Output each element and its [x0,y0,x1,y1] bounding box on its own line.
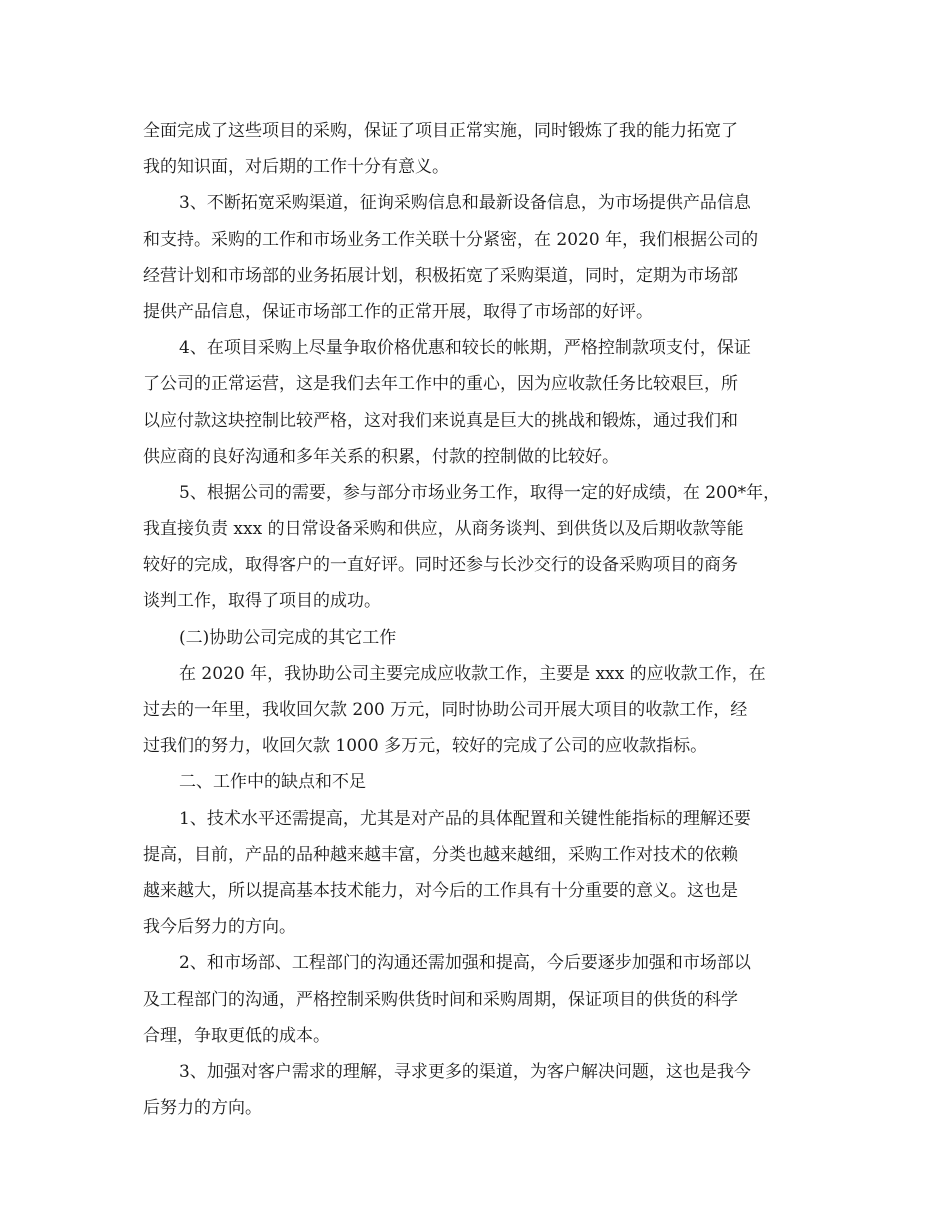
text-line-8: 了公司的正常运营，这是我们去年工作中的重心，因为应收款任务比较艰巨，所 [143,374,738,395]
text-line-16: 在 2020 年，我协助公司主要完成应收款工作，主要是 xxx 的应收款工作，在 [179,663,766,684]
text-line-5: 经营计划和市场部的业务拓展计划，积极拓宽了采购渠道，同时，定期为市场部 [143,265,738,286]
text-line-3: 3、不断拓宽采购渠道，征询采购信息和最新设备信息，为市场提供产品信息 [179,193,751,214]
text-line-1: 全面完成了这些项目的采购，保证了项目正常实施，同时锻炼了我的能力拓宽了 [143,121,738,141]
text-line-27: 3、加强对客户需求的理解，寻求更多的渠道，为客户解决问题，这也是我今 [179,1061,751,1082]
text-line-2: 我的知识面，对后期的工作十分有意义。 [143,157,449,178]
text-line-22: 越来越大，所以提高基本技术能力，对今后的工作具有十分重要的意义。这也是 [143,880,738,901]
text-line-7: 4、在项目采购上尽量争取价格优惠和较长的帐期，严格控制款项支付，保证 [179,338,751,359]
text-line-18: 过我们的努力，收回欠款 1000 多万元，较好的完成了公司的应收款指标。 [143,736,708,757]
text-line-21: 提高，目前，产品的品种越来越丰富，分类也越来越细，采购工作对技术的依赖 [143,844,738,865]
text-line-14: 谈判工作，取得了项目的成功。 [143,591,381,612]
text-line-26: 合理，争取更低的成本。 [143,1025,330,1046]
text-line-23: 我今后努力的方向。 [143,917,296,938]
text-line-4: 和支持。采购的工作和市场业务工作关联十分紧密，在 2020 年，我们根据公司的 [143,229,759,250]
text-line-24: 2、和市场部、工程部门的沟通还需加强和提高，今后要逐步加强和市场部以 [179,953,751,974]
text-line-20: 1、技术水平还需提高，尤其是对产品的具体配置和关键性能指标的理解还要 [179,808,751,829]
text-line-11: 5、根据公司的需要，参与部分市场业务工作，取得一定的好成绩，在 200*年， [179,482,781,503]
text-line-13: 较好的完成，取得客户的一直好评。同时还参与长沙交行的设备采购项目的商务 [143,555,738,576]
text-line-9: 以应付款这块控制比较严格，这对我们来说真是巨大的挑战和锻炼，通过我们和 [143,410,738,431]
text-line-17: 过去的一年里，我收回欠款 200 万元，同时协助公司开展大项目的收款工作，经 [143,700,748,720]
section-heading: 二、工作中的缺点和不足 [179,772,366,793]
text-line-25: 及工程部门的沟通，严格控制采购供货时间和采购周期，保证项目的供货的科学 [143,989,738,1010]
subsection-heading: (二)协助公司完成的其它工作 [179,627,397,648]
text-line-10: 供应商的良好沟通和多年关系的积累，付款的控制做的比较好。 [143,446,619,467]
document-body [143,113,813,1126]
text-line-6: 提供产品信息，保证市场部工作的正常开展，取得了市场部的好评。 [143,301,653,322]
text-line-28: 后努力的方向。 [143,1098,262,1119]
text-line-12: 我直接负责 xxx 的日常设备采购和供应，从商务谈判、到供货以及后期收款等能 [143,519,744,540]
